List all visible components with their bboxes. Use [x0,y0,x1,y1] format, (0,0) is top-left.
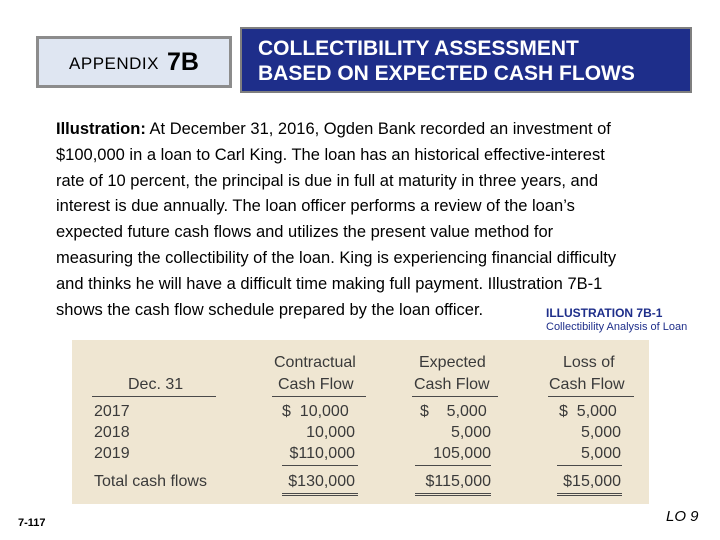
appendix-number: 7B [167,47,199,76]
header-contractual-line2: Cash Flow [278,376,354,393]
row-expected: 105,000 [433,445,491,462]
subtotal-rule [282,465,358,466]
illustration-number: ILLUSTRATION 7B-1 [546,306,663,320]
slide-title [240,27,692,93]
illustration-paragraph [56,117,676,323]
header-rule [548,396,634,397]
row-loss: 5,000 [580,424,621,441]
total-contractual: $130,000 [288,473,355,490]
header-loss-line1: Loss of [563,354,615,371]
row-contractual: $ 10,000 [282,403,349,420]
title-line-2: BASED ON EXPECTED CASH FLOWS [258,62,635,85]
header-expected-line2: Cash Flow [414,376,490,393]
row-expected: 5,000 [450,424,491,441]
row-loss: $ 5,000 [559,403,617,420]
paragraph-line: rate of 10 percent, the principal is due in full at maturity in three years, and [56,171,599,190]
row-year: 2018 [94,424,130,441]
title-line-1: COLLECTIBILITY ASSESSMENT [258,37,579,60]
paragraph-line: Illustration: At December 31, 2016, Ogden Bank recorded an investment of [56,120,611,138]
total-label: Total cash flows [94,473,207,490]
header-contractual-line1: Contractual [274,354,356,371]
row-contractual: 10,000 [306,424,355,441]
row-loss: 5,000 [580,445,621,462]
total-double-rule [282,493,358,496]
total-expected: $115,000 [425,473,491,490]
total-loss: $15,000 [563,473,621,490]
page-number: 7-117 [18,517,46,529]
header-date: Dec. 31 [128,376,184,393]
subtotal-rule [557,465,622,466]
paragraph-line: measuring the collectibility of the loan. King is experiencing financial difficulty [56,248,617,267]
row-year: 2017 [94,403,130,420]
appendix-label [36,36,232,88]
total-double-rule [415,493,491,496]
header-rule [412,396,498,397]
paragraph-line: shows the cash flow schedule prepared by the loan officer. [56,300,484,319]
illustration-label: Illustration: [56,120,146,138]
header-expected-line1: Expected [419,354,486,371]
illustration-caption: Collectibility Analysis of Loan [546,321,688,333]
header-loss-line2: Cash Flow [549,376,625,393]
row-year: 2019 [94,445,130,462]
row-contractual: $110,000 [289,445,355,462]
subtotal-rule [415,465,491,466]
cash-flow-table [72,340,649,504]
paragraph-line: expected future cash flows and utilizes the present value method for [56,223,554,242]
learning-objective: LO 9 [666,508,699,525]
paragraph-line: and thinks he will have a difficult time making full payment. Illustration 7B-1 [56,274,603,293]
appendix-word: APPENDIX [69,54,159,73]
paragraph-line: interest is due annually. The loan officer performs a review of the loan’s [56,197,575,216]
row-expected: $ 5,000 [420,403,487,420]
header-rule [272,396,366,397]
paragraph-line: $100,000 in a loan to Carl King. The loan has an historical effective-interest [56,145,605,164]
header-rule [92,396,216,397]
total-double-rule [557,493,622,496]
